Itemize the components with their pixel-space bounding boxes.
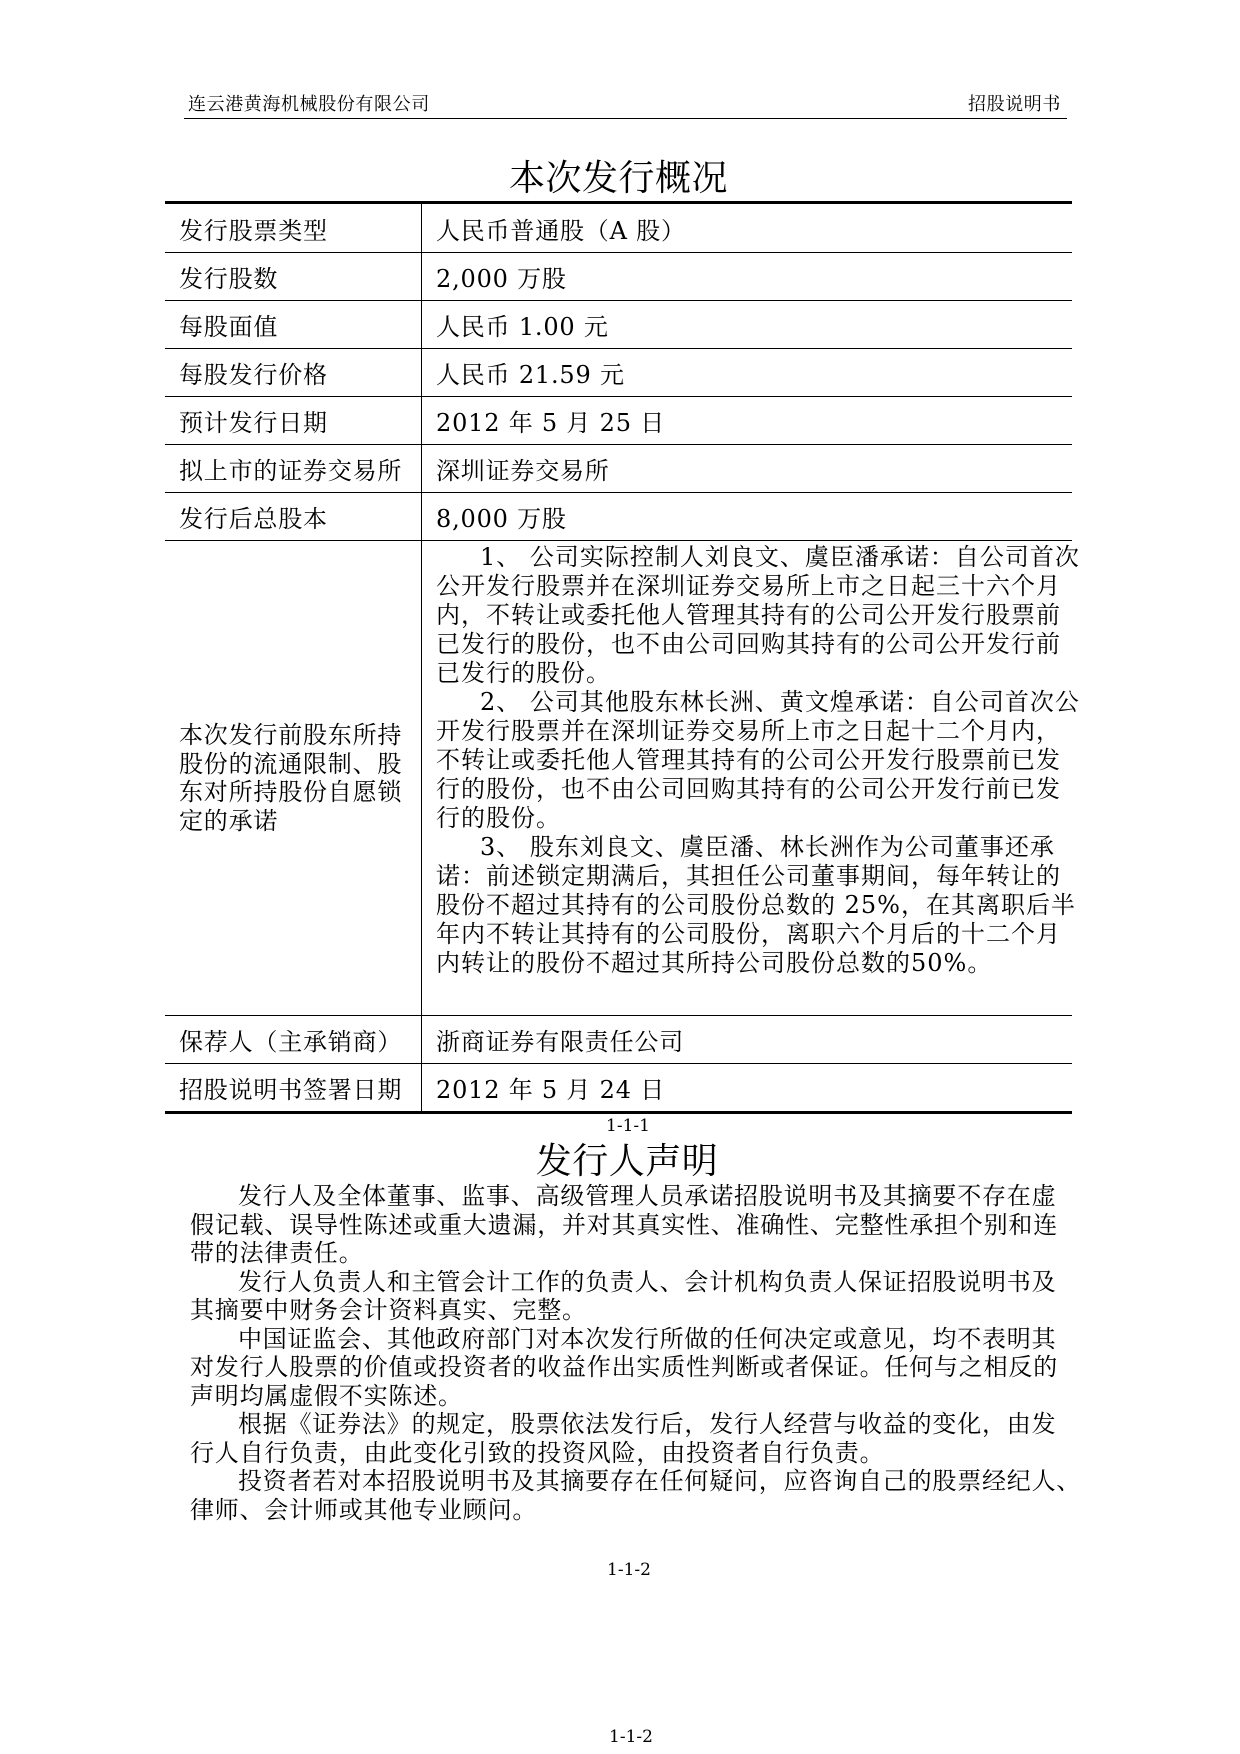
- text-line: 内，不转让或委托他人管理其持有的公司公开发行股票前: [436, 601, 1061, 629]
- text-line: 东对所持股份自愿锁: [179, 778, 403, 806]
- page-number: 1-1-2: [607, 1560, 651, 1580]
- text-line: 股份不超过其持有的公司股份总数的 25%，在其离职后半: [436, 891, 1076, 919]
- row-label: 发行股数: [165, 253, 422, 300]
- declaration-paragraph: [190, 1467, 1082, 1524]
- row-listing-exchange: [165, 444, 1072, 492]
- row-par-value: [165, 300, 1072, 348]
- declaration-paragraph: [190, 1268, 1065, 1325]
- row-total-shares-after: [165, 492, 1072, 540]
- row-sponsor: [165, 1015, 1072, 1063]
- row-label: 发行后总股本: [165, 493, 422, 540]
- row-issue-price: [165, 348, 1072, 396]
- text-line: 公开发行股票并在深圳证券交易所上市之日起三十六个月: [436, 572, 1061, 600]
- text-line: 年内不转让其持有的公司股份，离职六个月后的十二个月: [436, 920, 1061, 948]
- declaration-paragraph: [190, 1325, 1065, 1411]
- row-value: 人民币 21.59 元: [436, 361, 625, 389]
- declaration-paragraph: [190, 1410, 1065, 1467]
- row-value: 人民币普通股（A 股）: [436, 216, 686, 245]
- text-line: 内转让的股份不超过其所持公司股份总数的50%。: [436, 949, 993, 977]
- running-header: [184, 92, 1067, 119]
- text-line: 律师、会计师或其他专业顾问。: [190, 1495, 538, 1524]
- row-shares-issued: [165, 252, 1072, 300]
- row-value: 浙商证券有限责任公司: [436, 1028, 684, 1056]
- lockup-label: [165, 541, 422, 1015]
- text-line: 发行人及全体董事、监事、高级管理人员承诺招股说明书及其摘要不存在虚: [238, 1182, 1057, 1210]
- text-line: 已发行的股份，也不由公司回购其持有的公司公开发行前: [436, 630, 1061, 658]
- declaration-title: 发行人声明: [535, 1141, 719, 1182]
- lockup-commitments: [422, 541, 1080, 1015]
- text-line: 2、 公司其他股东林长洲、黄文煌承诺：自公司首次公: [480, 688, 1080, 716]
- text-line: 声明均属虚假不实陈述。: [190, 1381, 463, 1410]
- offering-table: [165, 201, 1080, 1114]
- text-line: 中国证监会、其他政府部门对本次发行所做的任何决定或意见，均不表明其: [238, 1324, 1057, 1353]
- row-value: 深圳证券交易所: [436, 457, 610, 485]
- header-company-name: 连云港黄海机械股份有限公司: [188, 94, 430, 115]
- row-signing-date: [165, 1063, 1072, 1111]
- row-label: 拟上市的证券交易所: [165, 445, 422, 492]
- row-label: 每股面值: [165, 301, 422, 348]
- text-line: 行的股份，也不由公司回购其持有的公司公开发行前已发: [436, 775, 1061, 803]
- row-label: 发行股票类型: [165, 204, 422, 252]
- page-number: 1-1-1: [606, 1116, 650, 1136]
- text-line: 定的承诺: [179, 806, 279, 835]
- text-line: 其摘要中财务会计资料真实、完整。: [190, 1296, 587, 1324]
- lockup-paragraph: [436, 688, 1080, 833]
- row-value: 2012 年 5 月 24 日: [436, 1076, 666, 1104]
- text-line: 1、 公司实际控制人刘良文、虞臣潘承诺：自公司首次: [480, 543, 1080, 571]
- row-label: 招股说明书签署日期: [165, 1064, 422, 1111]
- text-line: 投资者若对本招股说明书及其摘要存在任何疑问，应咨询自己的股票经纪人、: [238, 1467, 1082, 1495]
- text-line: 带的法律责任。: [190, 1239, 364, 1267]
- footer-page-number: 1-1-2: [609, 1727, 653, 1747]
- text-line: 不转让或委托他人管理其持有的公司公开发行股票前已发: [436, 746, 1061, 774]
- lockup-paragraph: [436, 833, 1080, 978]
- row-stock-type: [165, 204, 1072, 252]
- text-line: 开发行股票并在深圳证券交易所上市之日起十二个月内，: [436, 717, 1061, 745]
- row-label: 保荐人（主承销商）: [165, 1016, 422, 1063]
- offering-overview-title: 本次发行概况: [508, 158, 728, 199]
- text-line: 对发行人股票的价值或投资者的收益作出实质性判断或者保证。任何与之相反的: [190, 1353, 1058, 1381]
- header-document-type: 招股说明书: [968, 94, 1061, 115]
- declaration-body: [190, 1182, 1082, 1524]
- text-line: 发行人负责人和主管会计工作的负责人、会计机构负责人保证招股说明书及: [238, 1267, 1057, 1296]
- row-lockup-commitment: [165, 540, 1080, 1015]
- lockup-paragraph: [436, 543, 1080, 688]
- row-value: 2012 年 5 月 25 日: [436, 409, 666, 437]
- text-line: 根据《证券法》的规定，股票依法发行后，发行人经营与收益的变化，由发: [238, 1410, 1057, 1438]
- text-line: 行人自行负责，由此变化引致的投资风险，由投资者自行负责。: [190, 1438, 885, 1467]
- text-line: 假记载、误导性陈述或重大遗漏，并对其真实性、准确性、完整性承担个别和连: [190, 1210, 1058, 1239]
- row-value: 2,000 万股: [436, 265, 567, 293]
- declaration-paragraph: [190, 1182, 1065, 1268]
- row-label: 每股发行价格: [165, 349, 422, 396]
- row-value: 人民币 1.00 元: [436, 313, 609, 341]
- row-issue-date: [165, 396, 1072, 444]
- text-line: 3、 股东刘良文、虞臣潘、林长洲作为公司董事还承: [480, 833, 1055, 861]
- text-line: 诺：前述锁定期满后，其担任公司董事期间，每年转让的: [436, 862, 1061, 890]
- text-line: 股份的流通限制、股: [179, 749, 403, 778]
- text-line: 本次发行前股东所持: [179, 721, 403, 749]
- row-label: 预计发行日期: [165, 397, 422, 444]
- text-line: 行的股份。: [436, 804, 561, 832]
- row-value: 8,000 万股: [436, 505, 567, 533]
- text-line: 已发行的股份。: [436, 659, 611, 687]
